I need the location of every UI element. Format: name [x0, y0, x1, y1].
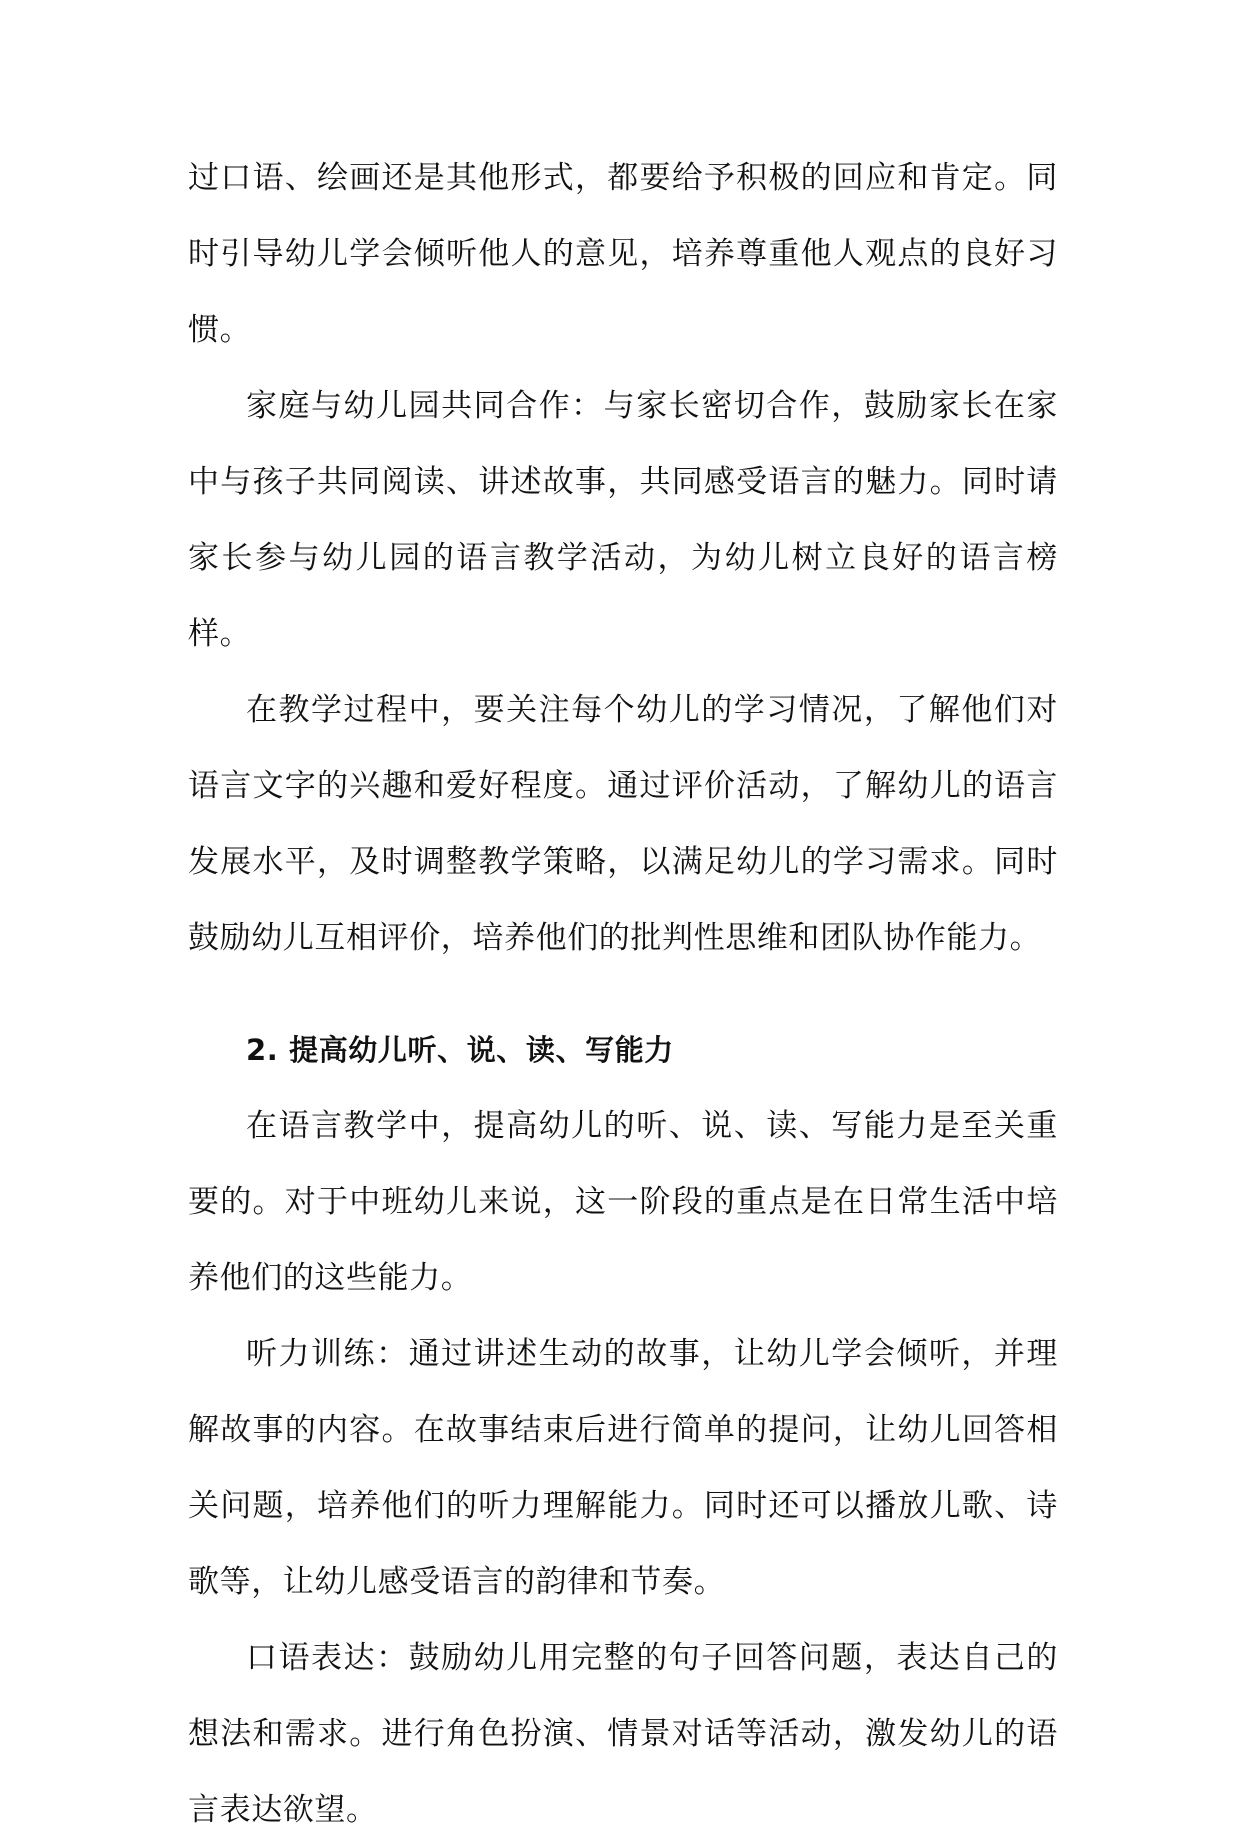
paragraph-oral-expression: 口语表达：鼓励幼儿用完整的句子回答问题，表达自己的想法和需求。进行角色扮演、情景对话等活动，激发幼儿的语言表达欲望。	[188, 1640, 1058, 1828]
paragraph-family-cooperation: 家庭与幼儿园共同合作：与家长密切合作，鼓励家长在家中与孩子共同阅读、讲述故事，共同感受语言的魅力。同时请家长参与幼儿园的语言教学活动，为幼儿树立良好的语言榜样。	[188, 388, 1058, 652]
paragraph-continued: 过口语、绘画还是其他形式，都要给予积极的回应和肯定。同时引导幼儿学会倾听他人的意见，培养尊重他人观点的良好习惯。	[188, 160, 1058, 348]
paragraph-language-abilities: 在语言教学中，提高幼儿的听、说、读、写能力是至关重要的。对于中班幼儿来说，这一阶段的重点是在日常生活中培养他们的这些能力。	[188, 1108, 1058, 1296]
section-heading: 2. 提高幼儿听、说、读、写能力	[246, 1033, 674, 1067]
paragraph-teaching-evaluation: 在教学过程中，要关注每个幼儿的学习情况，了解他们对语言文字的兴趣和爱好程度。通过评价活动，了解幼儿的语言发展水平，及时调整教学策略，以满足幼儿的学习需求。同时鼓励幼儿互相评价，培养他们的批判性思维和团队协作能力。	[188, 692, 1058, 956]
document-body	[188, 140, 1058, 1848]
paragraph-listening-training: 听力训练：通过讲述生动的故事，让幼儿学会倾听，并理解故事的内容。在故事结束后进行简单的提问，让幼儿回答相关问题，培养他们的听力理解能力。同时还可以播放儿歌、诗歌等，让幼儿感受语言的韵律和节奏。	[188, 1336, 1058, 1600]
